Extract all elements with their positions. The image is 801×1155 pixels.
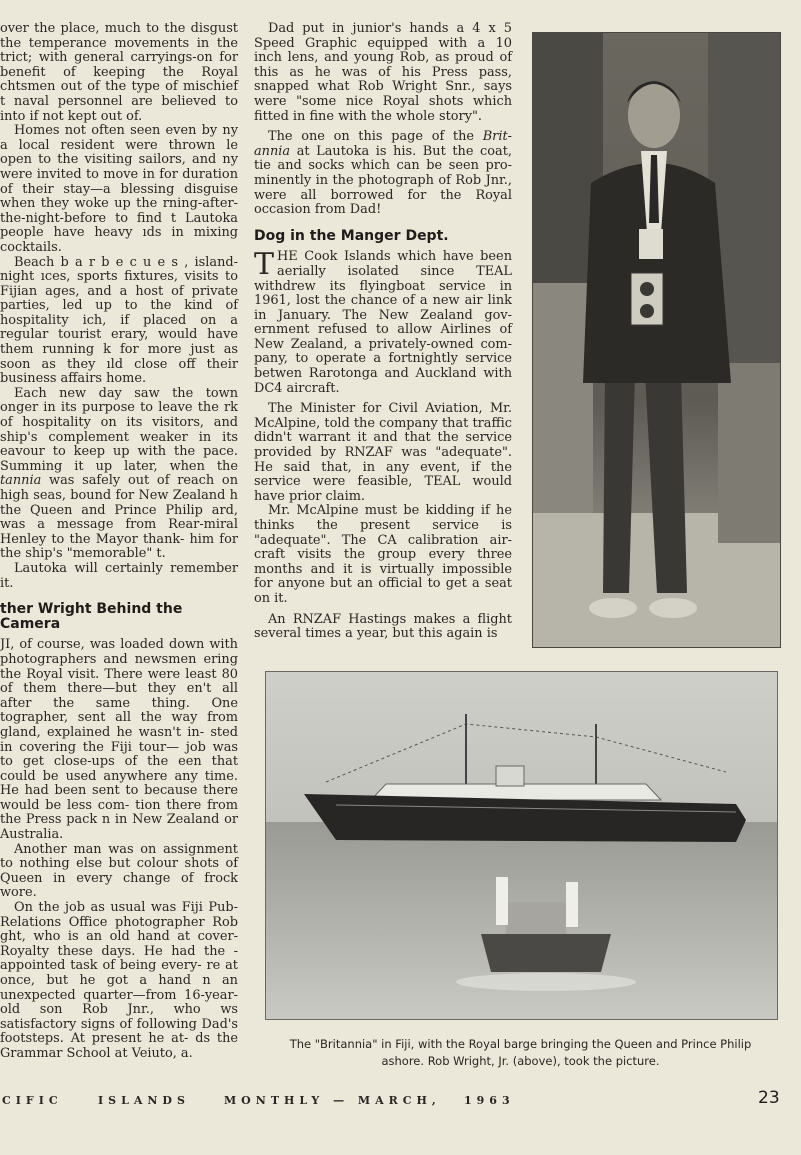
middle-paragraph-4: The Minister for Civil Aviation, Mr. McAlpine, told the company that traffic didn't warrant it and that the service provided by RNZAF was "adequate". He said that, in any event, if the service were feasible, TEAL would have prior claim. <box>254 401 512 504</box>
footer-year: 1963 <box>464 1094 515 1107</box>
left-paragraph-4 <box>0 387 238 562</box>
middle-paragraph-2 <box>254 130 512 218</box>
middle-paragraph-2-start: The one on this page of the <box>268 129 475 145</box>
britannia-italic: tannia <box>0 473 42 489</box>
section-heading-wright: ther Wright Behind the Camera <box>0 601 183 632</box>
footer-islands: ISLANDS <box>98 1094 190 1107</box>
left-paragraph-5: Lautoka will certainly remember it. <box>0 560 238 591</box>
photo-caption <box>265 1036 776 1070</box>
middle-paragraph-5: Mr. McAlpine must be kidding if he thinks the present service is "adequate". The CA calibration air- craft visits the group every three months and it is virtually impossible for anyone but an official to get a seat on it. <box>254 503 512 606</box>
left-paragraph-8: On the job as usual was Fiji Pub- Relations Office photographer Rob ght, who is an old hand at cover- Royalty these days. He had the -appointed task of being every- re at once, but he got a hand n an unexpected quarter—from 16-year-old son Rob Jnr., who ws satisfactory signs of following Dad's footsteps. At present he at- ds the Grammar School at Veiuto, a. <box>0 900 238 1061</box>
section-heading-dog-in-manger: Dog in the Manger Dept. <box>254 227 449 244</box>
middle-paragraph-1: Dad put in junior's hands a 4 x 5 Speed Graphic equipped with a 10 inch lens, and young Rob, as proud of this as he was of his Press pass, snapped what Rob Wright Snr., says were "some nice Royal shots which fitted in fine with the whole story". <box>254 21 512 124</box>
middle-paragraph-2-end: at Lautoka is his. But the coat, tie and socks which can be seen pro- minently in the photograph of Rob Jnr., were all borrowed for the Royal occasion from Dad! <box>254 143 512 218</box>
left-paragraph-4-start: Each new day saw the town onger in its purpose to leave the rk of hospitality on its visitors, and ship's complement weaker in its eavour to keep up with the pace. Summing it up later, when the <box>0 385 238 474</box>
middle-paragraph-6: An RNZAF Hastings makes a flight several times a year, but this again is <box>254 611 512 642</box>
middle-column <box>254 22 512 642</box>
left-paragraph-3: Beach b a r b e c u e s , island-night ıces, sports fixtures, visits to Fijian ages, and a host of private parties, led up to the kind of hospitality ich, if placed on a regular tourist erary, would have them running k for more just as soon as they ıld close off their business affairs home. <box>0 254 238 387</box>
photo-rob-wright-jr-image <box>533 33 780 647</box>
page-number: 23 <box>758 1088 780 1108</box>
photo-britannia-ship-image <box>266 672 777 1019</box>
photo-britannia-ship <box>265 671 778 1020</box>
caption-line-1: The "Britannia" in Fiji, with the Royal barge bringing the Queen and Prince Philip <box>289 1037 752 1051</box>
britannia-italic-mid: Brit- annia <box>254 129 512 159</box>
photo-rob-wright-jr <box>532 32 781 648</box>
drop-cap: T <box>254 247 275 283</box>
footer-pacific: CIFIC <box>2 1094 63 1107</box>
left-paragraph-4-end: was safely out of reach on high seas, bound for New Zealand h the Queen and Prince Philip ard, was a message from Rear-miral Henley to the Mayor thank- him for the ship's "memorable" t. <box>0 473 238 562</box>
left-column <box>0 22 238 1062</box>
footer-monthly-march: MONTHLY — MARCH, <box>224 1094 441 1107</box>
middle-paragraph-3-text: HE Cook Islands which have been aerially isolated since TEAL withdrew its flyingboat service in 1961, lost the chance of a new air link in January. The New Zealand gov- ernment refused to allow Airlines of New Zealand, a privately-owned com- pany, to operate a fortnightly service betwen Rarotonga and Auckland with DC4 aircraft. <box>254 249 512 396</box>
left-paragraph-7: Another man was on assignment to nothing else but colour shots of Queen in every change of frock wore. <box>0 841 238 901</box>
page-footer <box>0 1092 801 1112</box>
left-paragraph-2: Homes not often seen even by ny a local resident were thrown le open to the visiting sailors, and ny were invited to move in for duration of their stay—a blessing disguise when they woke up the rning-after-the-night-before to find t Lautoka people have heavy ıds in mixing cocktails. <box>0 123 238 255</box>
caption-line-2: ashore. Rob Wright, Jr. (above), took the picture. <box>381 1054 660 1068</box>
middle-paragraph-3 <box>254 247 512 396</box>
left-paragraph-6: JI, of course, was loaded down with photographers and newsmen ering the Royal visit. There were least 80 of them there—but they en't all after the same thing. One tographer, sent all the way from gland, explained he wasn't in- sted in covering the Fiji tour— job was to get close-ups of the een that could be used anywhere any time. He had been sent to because there would be less com- tion there from the Press pack n in New Zealand or Australia. <box>0 637 238 843</box>
left-paragraph-1: over the place, much to the disgust the temperance movements in the trict; with general carryings-on for benefit of keeping the Royal chtsmen out of the type of mischief t naval personnel are believed to into if not kept out of. <box>0 21 238 124</box>
